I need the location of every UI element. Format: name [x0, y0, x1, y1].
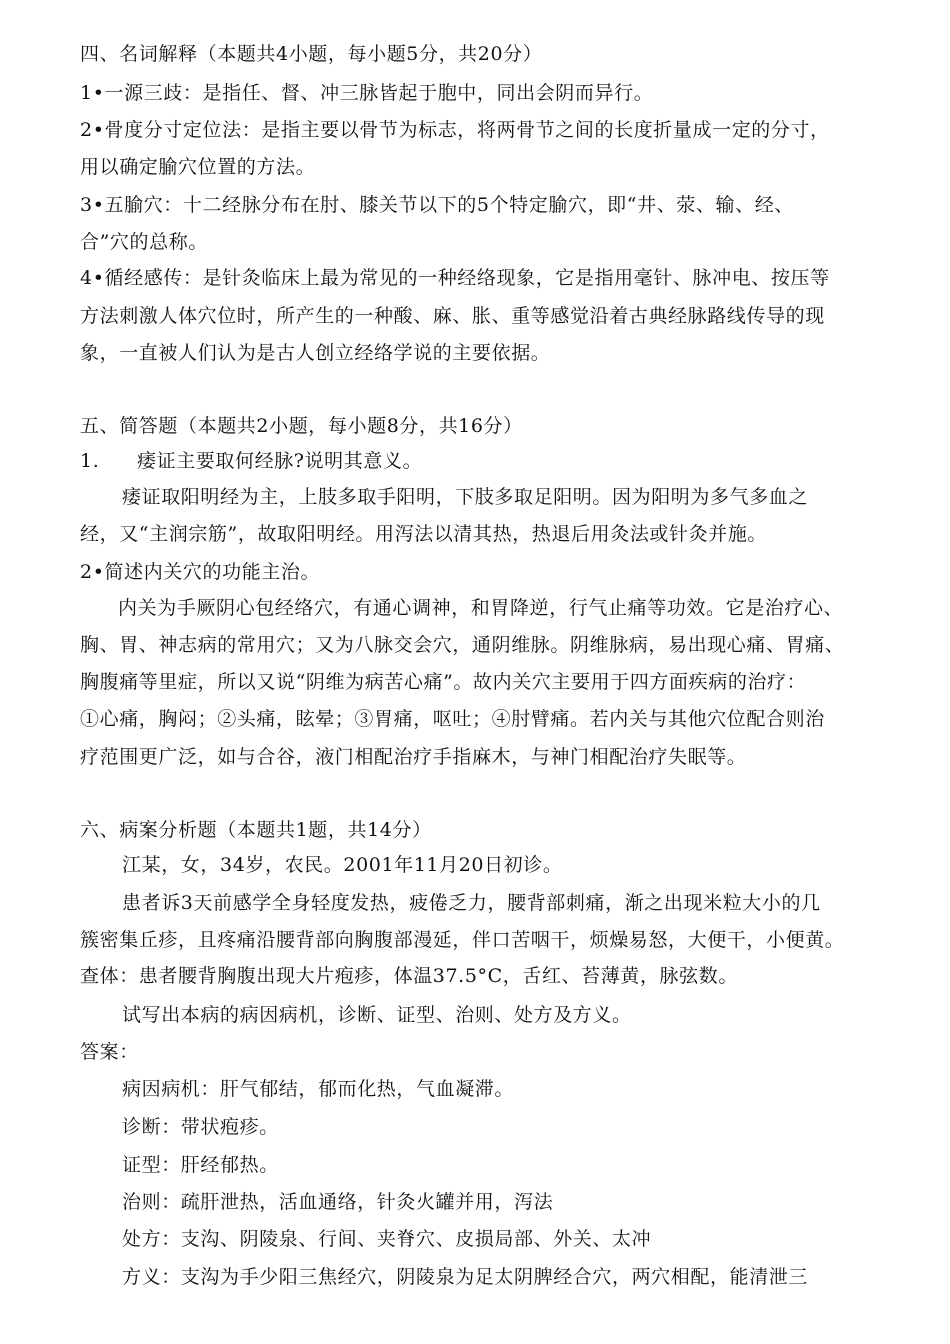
- s4-item1-line1: 1•一源三歧：是指任、督、冲三脉皆起于胞中，同出会阴而异行。: [80, 82, 654, 104]
- s4-item2-line2: 用以确定腧穴位置的方法。: [80, 156, 316, 178]
- s6-complaint-line2: 簇密集丘疹，且疼痛沿腰背部向胸腹部漫延，伴口苦咽干，烦燥易怒，大便干，小便黄。: [80, 929, 845, 951]
- s4-item3-line2: 合”穴的总称。: [80, 231, 208, 253]
- s4-item4-line1: 4•循经感传：是针灸临床上最为常见的一种经络现象，它是指用毫针、脉冲电、按压等: [80, 267, 830, 289]
- section6-heading: 六、病案分析题（本题共1题，共14分）: [80, 819, 432, 841]
- s6-answer-diagnosis: 诊断：带状疱疹。: [122, 1116, 279, 1138]
- s4-item2-line1: 2•骨度分寸定位法：是指主要以骨节为标志，将两骨节之间的长度折量成一定的分寸，: [80, 119, 830, 141]
- s6-answer-syndrome: 证型：肝经郁热。: [122, 1154, 279, 1176]
- s5-q1-answer-line2: 经，又“主润宗筋”，故取阳明经。用泻法以清其热，热退后用灸法或针灸并施。: [80, 523, 768, 545]
- section5-heading: 五、简答题（本题共2小题，每小题8分，共16分）: [80, 415, 523, 437]
- s6-physical-exam: 查体：患者腰背胸腹出现大片疱疹，体温37.5°C，舌红、苔薄黄，脉弦数。: [80, 965, 738, 987]
- s5-q2-answer-line3: 胸腹痛等里症，所以又说“阴维为病苦心痛”。故内关穴主要用于四方面疾病的治疗：: [80, 671, 807, 693]
- s6-answer-label: 答案：: [80, 1041, 139, 1063]
- s4-item4-line3: 象，一直被人们认为是古人创立经络学说的主要依据。: [80, 342, 551, 364]
- s6-answer-etiology: 病因病机：肝气郁结，郁而化热，气血凝滞。: [122, 1078, 515, 1100]
- s5-q2-answer-line5: 疗范围更广泛，如与合谷，液门相配治疗手指麻木，与神门相配治疗失眠等。: [80, 746, 747, 768]
- s6-answer-explanation: 方义：支沟为手少阳三焦经穴，阴陵泉为足太阴脾经合穴，两穴相配，能清泄三: [122, 1266, 809, 1288]
- s4-item3-line1: 3•五腧穴：十二经脉分布在肘、膝关节以下的5个特定腧穴，即“井、荥、输、经、: [80, 194, 794, 216]
- s6-patient-info: 江某，女，34岁，农民。2001年11月20日初诊。: [122, 854, 563, 876]
- s5-q2-answer-line2: 胸、胃、神志病的常用穴；又为八脉交会穴，通阴维脉。阴维脉病，易出现心痛、胃痛、: [80, 634, 845, 656]
- s5-q2-question: 2•简述内关穴的功能主治。: [80, 561, 321, 583]
- s6-complaint-line1: 患者诉3天前感学全身轻度发热，疲倦乏力，腰背部刺痛，渐之出现米粒大小的几: [122, 892, 821, 914]
- section4-heading: 四、名词解释（本题共4小题，每小题5分，共20分）: [80, 43, 543, 65]
- s6-answer-prescription: 处方：支沟、阴陵泉、行间、夹脊穴、皮损局部、外关、太冲: [122, 1228, 652, 1250]
- s4-item4-line2: 方法刺激人体穴位时，所产生的一种酸、麻、胀、重等感觉沿着古典经脉路线传导的现: [80, 305, 825, 327]
- s6-task: 试写出本病的病因病机，诊断、证型、治则、处方及方义。: [122, 1004, 632, 1026]
- s6-answer-principle: 治则：疏肝泄热，活血通络，针灸火罐并用，泻法: [122, 1191, 554, 1213]
- s5-q1-answer-line1: 痿证取阳明经为主，上肢多取手阳明，下肢多取足阳明。因为阳明为多气多血之: [122, 486, 809, 508]
- s5-q1-number: 1.: [80, 450, 100, 472]
- s5-q2-answer-line1: 内关为手厥阴心包经络穴，有通心调神，和胃降逆，行气止痛等功效。它是治疗心、: [118, 597, 844, 619]
- s5-q2-answer-line4: ①心痛，胸闷；②头痛，眩晕；③胃痛，呕吐；④肘臂痛。若内关与其他穴位配合则治: [80, 708, 825, 730]
- s5-q1-question: 痿证主要取何经脉?说明其意义。: [137, 450, 423, 472]
